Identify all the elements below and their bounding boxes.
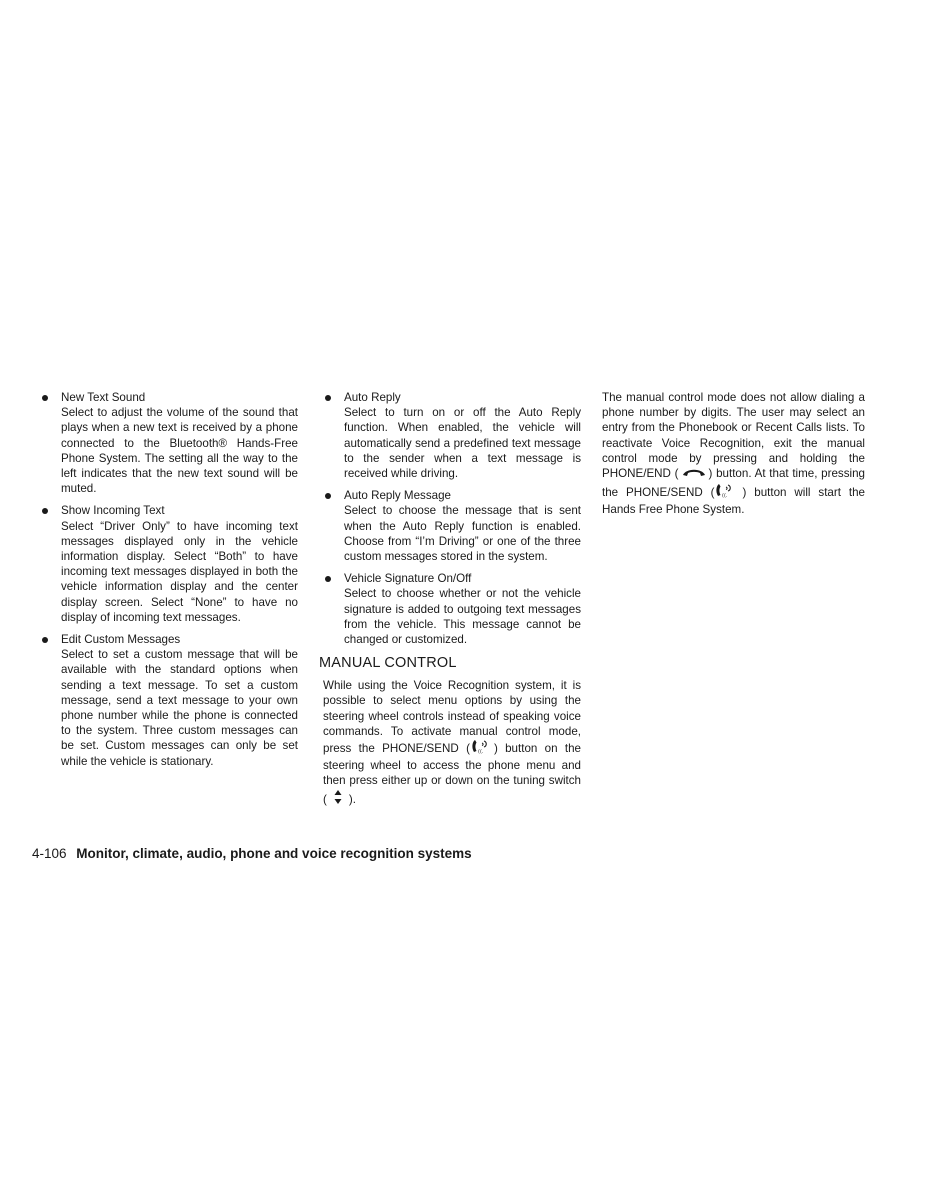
item-body: Select to choose whether or not the vehicle signature is added to outgoing text messages from the vehicle. This message cannot be changed or customized. xyxy=(344,587,581,647)
page-number: 4-106 xyxy=(32,846,67,861)
list-item xyxy=(323,390,581,481)
column-2 xyxy=(319,390,581,809)
bullet-icon xyxy=(42,637,48,643)
phone-send-icon xyxy=(470,739,494,758)
item-body: Select to turn on or off the Auto Reply function. When enabled, the vehicle will automatically send a predefined text message to the sender when a text message is received while driving. xyxy=(344,406,581,481)
column-3 xyxy=(602,390,865,518)
up-down-arrows-icon xyxy=(327,789,349,809)
page-footer xyxy=(32,846,472,861)
list-item xyxy=(40,632,298,769)
svg-text:((.: ((. xyxy=(477,749,484,755)
section-heading: MANUAL CONTROL xyxy=(319,655,457,672)
item-title: Edit Custom Messages xyxy=(61,633,181,647)
manual-control-paragraph-continued xyxy=(602,390,865,518)
bullet-icon xyxy=(42,395,48,401)
manual-control-paragraph xyxy=(323,678,581,809)
paragraph-text: ). xyxy=(348,792,356,806)
paragraph-text: ) button. At that time, pressing the PHONE/SEND ( xyxy=(602,467,865,500)
item-body: Select to adjust the volume of the sound that plays when a new text is received by a phone connected to the Bluetooth® Hands-Free Phone System. The setting all the way to the left indicates that the new text sound will be muted. xyxy=(61,406,298,496)
section-title: Monitor, climate, audio, phone and voice recognition systems xyxy=(76,846,472,861)
item-body: Select to choose the message that is sent when the Auto Reply function is enabled. Choose from “I’m Driving” or one of the three custom messages stored in the system. xyxy=(344,504,581,564)
item-body: Select to set a custom message that will be available with the standard options when sending a text message. To set a custom message, send a text message to your own phone number while the phone is connected to the system. Three custom messages can be set. Custom messages can only be set while the vehicle is stationary. xyxy=(61,648,298,768)
phone-end-icon xyxy=(679,466,709,483)
bullet-icon xyxy=(325,576,331,582)
list-item xyxy=(323,571,581,647)
item-body: Select “Driver Only” to have incoming text messages displayed only in the vehicle information display. Select “Both” to have incoming text messages displayed in both the vehicle information display and the center display screen. Select “None” to have no display of incoming text messages. xyxy=(61,519,298,624)
paragraph-text: ) button on the steering wheel to access the phone menu and then press either up or down on the tuning switch ( xyxy=(323,742,581,806)
item-title: Vehicle Signature On/Off xyxy=(344,572,472,586)
paragraph-text: The manual control mode does not allow dialing a phone number by digits. The user may select an entry from the Phonebook or Recent Calls lists. To reactivate Voice Recognition, exit the manual control mode by pressing and holding the PHONE/END ( xyxy=(602,391,865,481)
phone-send-icon xyxy=(714,483,742,502)
item-title: New Text Sound xyxy=(61,391,146,404)
paragraph-text: While using the Voice Recognition system, it is possible to select menu options by using the steering wheel controls instead of speaking voice commands. To activate manual control mode, press the PHONE/SEND ( xyxy=(323,679,581,756)
bullet-icon xyxy=(325,395,331,401)
list-item xyxy=(40,390,298,496)
bullet-icon xyxy=(42,508,48,514)
item-title: Auto Reply xyxy=(344,391,401,404)
item-title: Show Incoming Text xyxy=(61,504,165,518)
list-item xyxy=(323,488,581,564)
list-item xyxy=(40,503,298,625)
svg-text:((.: ((. xyxy=(722,493,728,499)
column-1 xyxy=(40,390,298,776)
paragraph-text: ) button will start the Hands Free Phone System. xyxy=(602,486,865,517)
bullet-icon xyxy=(325,493,331,499)
item-title: Auto Reply Message xyxy=(344,489,451,503)
